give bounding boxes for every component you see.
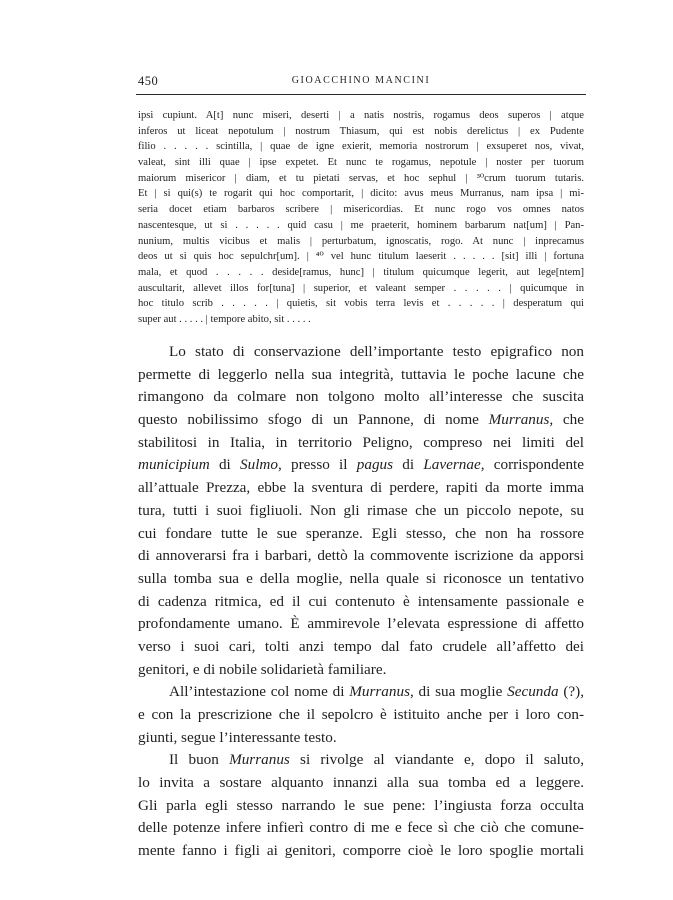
inscription-line: nunium, multis vicibus et malis | perturbatum, ignoscatis, rogo. At nunc | inprecamus	[138, 235, 584, 247]
text-run: Lo stato di conservazione dell’importante testo epigrafico non	[169, 343, 584, 360]
text-run: genitori, e di nobile solidarietà familiare.	[138, 660, 387, 678]
body-line	[138, 636, 584, 659]
inscription-line: inferos ut liceat nepotulum | nostrum Thiasum, qui est nobis derelictus | ex Pudente	[138, 125, 584, 137]
text-run: All’intestazione col nome di	[169, 683, 350, 701]
body-line	[138, 477, 584, 500]
inscription-line: maiorum misericor | diam, et tu pietati servas, et hoc sephul | ³⁰crum tuorum tutaris.	[138, 172, 584, 184]
italic-term: Secunda	[507, 683, 559, 701]
italic-term: Murranus	[488, 411, 550, 429]
body-line	[138, 341, 584, 364]
italic-term: Murranus	[229, 751, 290, 769]
body-line	[138, 681, 584, 704]
inscription-line: filio . . . . . scintilla, | quae de igne exierit, memoria nostrorum | exsuperet nos, vivat,	[138, 141, 584, 153]
text-run: giunti, segue l’interessante testo.	[138, 728, 337, 746]
text-run: sulla tomba sua e della moglie, nella quale si riconosce un tentativo	[138, 569, 584, 587]
body-line	[138, 749, 584, 772]
commentary-body-text	[138, 341, 584, 863]
page-header	[138, 74, 584, 88]
inscription-line: super aut . . . . . | tempore abito, sit . . . . .	[138, 313, 311, 325]
inscription-line: valeat, sint illi quae | ipse expetet. Et nunc te rogamus, nepotule | noster per tuorum	[138, 157, 584, 169]
running-head: GIOACCHINO MANCINI	[291, 75, 431, 86]
body-line	[138, 364, 584, 387]
text-run: , presso il	[277, 456, 357, 474]
body-line	[138, 727, 584, 750]
text-run: di	[209, 456, 241, 474]
text-run: Il buon	[169, 751, 230, 769]
inscription-line: deos ut si quis hoc sepulchr[um]. | ⁴⁰ vel hunc titulum laeserit . . . . . [sit] illi | fortuna	[138, 251, 584, 263]
body-line	[138, 704, 584, 727]
latin-inscription-block	[138, 108, 584, 328]
body-line	[138, 817, 584, 840]
text-run: rimangono da colmare non tolgono molto all’interesse che suscita	[138, 388, 584, 406]
italic-term: Sulmo	[240, 456, 278, 474]
body-line	[138, 386, 584, 409]
page-number: 450	[138, 74, 159, 88]
body-line	[138, 795, 584, 818]
inscription-line: mala, et quod . . . . . deside[ramus, hunc] | titulum quicumque legerit, aut lege[ntem]	[138, 266, 584, 278]
italic-term: Lavernae	[423, 456, 481, 474]
text-run: e con la prescrizione che il sepolcro è istituito anche per i loro con-	[138, 706, 584, 723]
text-run: profondamente umano. È ammirevole l’elevata espressione di affetto	[138, 615, 584, 633]
header-rule	[136, 94, 586, 95]
body-line	[138, 772, 584, 795]
inscription-line: seria docet etiam barbaros scribere | misericordias. Et nunc rogo vos omnes natos	[138, 204, 584, 216]
text-run: di cadenza ritmica, ed il cui contenuto è intensamente passionale e	[138, 592, 584, 610]
italic-term: municipium	[138, 456, 210, 474]
text-run: mente fanno i figli ai genitori, comporre cioè le loro spoglie mortali	[138, 842, 584, 860]
body-line	[138, 432, 584, 455]
text-run: , di sua moglie	[409, 683, 508, 701]
body-line	[138, 409, 584, 432]
italic-term: Murranus	[349, 683, 410, 701]
body-line	[138, 591, 584, 614]
inscription-line: Et | si qui(s) te rogarit qui hoc comportarit, | dicito: avus meus Murranus, nam ipsa | mi-	[138, 188, 584, 200]
text-run: si rivolge al viandante e, dopo il saluto,	[289, 751, 585, 769]
body-line	[138, 613, 584, 636]
text-run: questo nobilissimo sfogo di un Pannone, di nome	[138, 411, 489, 429]
text-run: delle potenze infere infierì contro di me e fece sì che ciò che comune-	[138, 819, 584, 837]
text-run: Gli parla egli stesso narrando le sue pene: l’ingiusta forza occulta	[138, 796, 584, 814]
text-run: all’attuale Prezza, ebbe la sventura di perdere, rapiti da morte imma	[138, 479, 584, 497]
text-run: permette di leggerlo nella sua integrità, tuttavia le poche lacune che	[138, 365, 584, 383]
body-line	[138, 454, 584, 477]
text-run: di	[393, 456, 424, 474]
inscription-line: auscultarit, allevet illos for[tuna] | superior, et valeant semper . . . . . | quicumque in	[138, 282, 584, 294]
body-line	[138, 500, 584, 523]
text-run: (?),	[558, 683, 585, 701]
body-line	[138, 659, 584, 682]
text-run: tura, tutti i suoi figliuoli. Non gli rimase che un piccolo nepote, su	[138, 501, 584, 519]
text-run: verso i suoi cari, tolti anzi tempo dal fato crudele all’affetto dei	[138, 637, 584, 655]
inscription-line: hoc titulo scrib . . . . . | quietis, sit vobis terra levis et . . . . . | desperatum qui	[138, 298, 584, 310]
body-line	[138, 545, 584, 568]
body-line	[138, 523, 584, 546]
inscription-line: nascentesque, ut si . . . . . quid casu | me praeterit, hominem barbarum nat[um] | Pan-	[138, 219, 584, 231]
inscription-line: ipsi cupiunt. A[t] nunc miseri, deserti | a natis nostris, rogamus deos superos | atque	[138, 110, 584, 121]
text-run: , corrispondente	[480, 456, 585, 474]
text-run: , che	[549, 411, 584, 429]
text-run: stabilitosi in Italia, in territorio Peligno, compreso nei limiti del	[138, 433, 584, 451]
body-line	[138, 840, 584, 863]
italic-term: pagus	[356, 456, 394, 474]
text-run: di annoverarsi fra i barbari, dettò la commovente iscrizione da apporsi	[138, 547, 584, 565]
text-run: lo invita a sostare alquanto innanzi alla sua tomba ed a leggere.	[138, 774, 584, 792]
text-run: cui fondare tutte le sue speranze. Egli stesso, che non ha rossore	[138, 524, 584, 542]
body-line	[138, 568, 584, 591]
